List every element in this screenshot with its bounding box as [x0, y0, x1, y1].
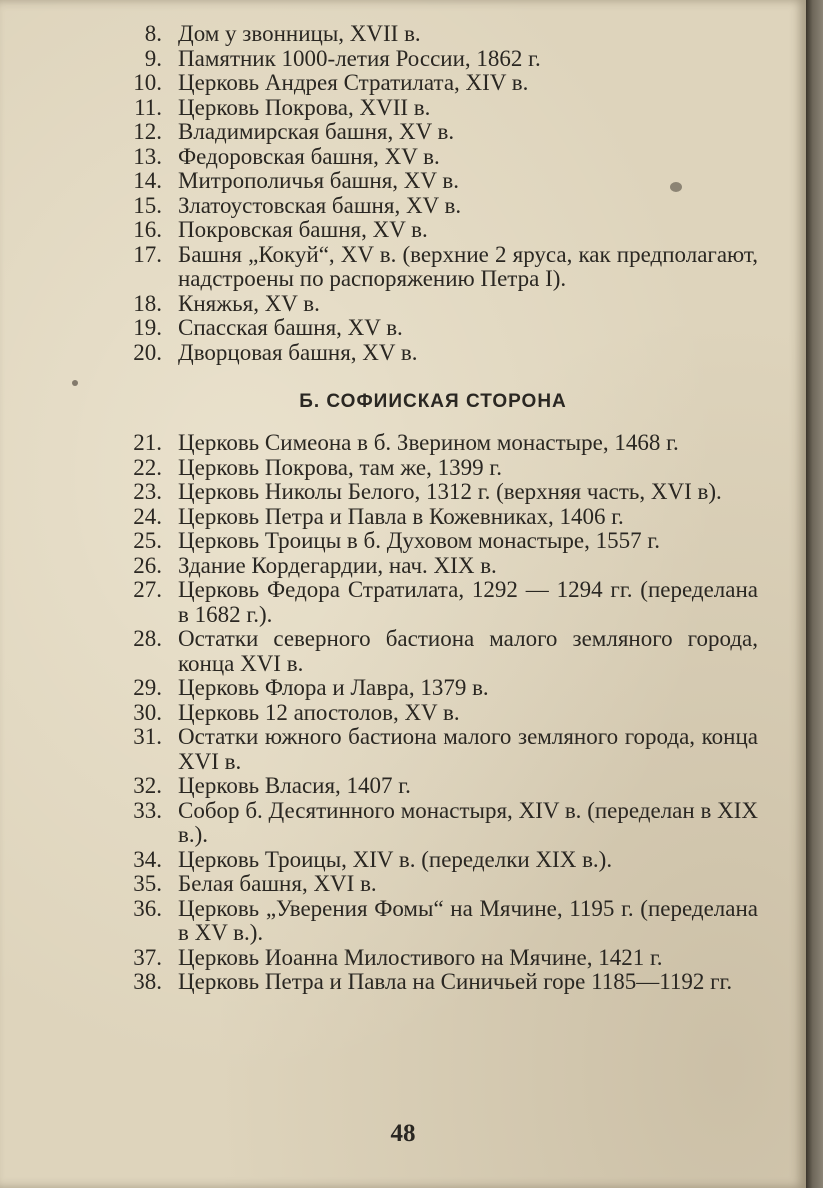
- item-number: 10.: [133, 70, 162, 95]
- book-spine: [806, 0, 823, 1188]
- item-text: Дом у звонницы, XVII в.: [178, 21, 421, 46]
- item-number: 38.: [133, 969, 162, 994]
- item-number: 13.: [133, 143, 162, 169]
- item-text: Владимирская башня, XV в.: [178, 119, 455, 144]
- list-item: [0, 71, 806, 96]
- item-text: Дворцовая башня, XV в.: [178, 339, 418, 365]
- item-number: 28.: [133, 626, 162, 651]
- list-item: [0, 341, 806, 366]
- item-number: 9.: [144, 45, 162, 71]
- list-item: [0, 120, 806, 145]
- item-text: Церковь Петра и Павла в Кожевниках, 1406 г.: [178, 503, 624, 529]
- item-text: Церковь Покрова, там же, 1399 г.: [178, 454, 502, 480]
- list-item: [0, 456, 806, 481]
- item-text: Белая башня, XVI в.: [178, 871, 377, 896]
- item-number: 18.: [133, 290, 162, 316]
- list-item: [0, 292, 806, 317]
- list-item: [0, 96, 806, 121]
- item-text: Памятник 1000-летия России, 1862 г.: [178, 45, 541, 71]
- item-number: 36.: [133, 895, 162, 921]
- list-item: [0, 169, 806, 194]
- item-text: Здание Кордегардии, нач. XIX в.: [178, 552, 497, 578]
- item-text: Башня „Кокуй“, XV в. (верхние 2 яруса, как предполагают, надстроены по распоряжению Петра I).: [178, 241, 758, 291]
- item-number: 24.: [133, 503, 162, 529]
- list-item: [0, 627, 806, 676]
- list-item: [0, 529, 806, 554]
- item-number: 31.: [133, 724, 162, 749]
- item-number: 37.: [133, 944, 162, 970]
- list-item: [0, 145, 806, 170]
- item-text: Церковь Флора и Лавра, 1379 в.: [178, 675, 489, 700]
- section-title: Б. СОФИИСКАЯ СТОРОНА: [299, 391, 567, 412]
- entry-list: [0, 22, 806, 995]
- item-number: 19.: [133, 315, 162, 340]
- list-item: [0, 848, 806, 873]
- item-text: Собор б. Десятинного монастыря, XIV в. (переделан в XIX в.).: [178, 797, 758, 847]
- item-text: Церковь Андрея Стратилата, XIV в.: [178, 70, 529, 95]
- item-number: 34.: [133, 846, 162, 872]
- item-text: Церковь Троицы, XIV в. (переделки XIX в.).: [178, 846, 613, 872]
- list-item: [0, 218, 806, 243]
- item-number: 23.: [133, 479, 162, 504]
- page-number: 48: [390, 1120, 416, 1147]
- list-item: [0, 194, 806, 219]
- item-number: 12.: [133, 119, 162, 144]
- list-item: [0, 872, 806, 897]
- item-number: 14.: [133, 168, 162, 193]
- list-item: [0, 946, 806, 971]
- item-number: 30.: [133, 699, 162, 725]
- item-number: 35.: [133, 871, 162, 896]
- list-item: [0, 47, 806, 72]
- item-number: 29.: [133, 675, 162, 700]
- item-number: 16.: [133, 217, 162, 242]
- list-item: [0, 554, 806, 579]
- list-item: [0, 431, 806, 456]
- item-text: Церковь Федора Стратилата, 1292 — 1294 гг. (переделана в 1682 г.).: [178, 577, 758, 627]
- item-text: Спасская башня, XV в.: [178, 315, 403, 340]
- item-text: Церковь Покрова, XVII в.: [178, 94, 431, 120]
- list-item: [0, 480, 806, 505]
- item-number: 26.: [133, 552, 162, 578]
- list-item: [0, 970, 806, 995]
- item-number: 27.: [133, 577, 162, 602]
- item-text: Церковь „Уверения Фомы“ на Мячине, 1195 г. (переделана в XV в.).: [178, 895, 758, 945]
- item-text: Федоровская башня, XV в.: [178, 143, 440, 169]
- list-item: [0, 676, 806, 701]
- list-item: [0, 243, 806, 292]
- item-number: 17.: [133, 241, 162, 267]
- item-text: Церковь Николы Белого, 1312 г. (верхняя часть, XVI в).: [178, 479, 722, 504]
- item-number: 15.: [133, 192, 162, 218]
- list-item: [0, 22, 806, 47]
- item-text: Покровская башня, XV в.: [178, 217, 428, 242]
- list-item: [0, 701, 806, 726]
- item-number: 11.: [134, 94, 162, 120]
- list-item: [0, 774, 806, 799]
- item-text: Митрополичья башня, XV в.: [178, 168, 459, 193]
- item-text: Княжья, XV в.: [178, 290, 320, 316]
- item-text: Церковь Троицы в б. Духовом монастыре, 1557 г.: [178, 528, 660, 553]
- list-item: [0, 897, 806, 946]
- item-text: Церковь Симеона в б. Зверином монастыре, 1468 г.: [178, 430, 679, 455]
- list-item: [0, 316, 806, 341]
- list-item: [0, 578, 806, 627]
- item-text: Церковь Иоанна Милостивого на Мячине, 1421 г.: [178, 944, 663, 970]
- item-number: 20.: [133, 339, 162, 365]
- item-number: 21.: [133, 430, 162, 455]
- item-number: 33.: [133, 797, 162, 823]
- item-text: Остатки северного бастиона малого земляного города, конца XVI в.: [178, 626, 758, 676]
- item-number: 22.: [133, 454, 162, 480]
- list-item: [0, 725, 806, 774]
- item-number: 32.: [133, 773, 162, 798]
- section-b-list: [0, 431, 806, 995]
- item-text: Остатки южного бастиона малого земляного города, конца XVI в.: [178, 724, 758, 774]
- list-item: [0, 799, 806, 848]
- item-text: Церковь Петра и Павла на Синичьей горе 1185—1192 гг.: [178, 969, 733, 994]
- item-text: Церковь 12 апостолов, XV в.: [178, 699, 460, 725]
- list-item: [0, 505, 806, 530]
- item-number: 25.: [133, 528, 162, 553]
- item-text: Церковь Власия, 1407 г.: [178, 773, 411, 798]
- section-a-list: [0, 22, 806, 365]
- item-number: 8.: [144, 21, 162, 46]
- item-text: Златоустовская башня, XV в.: [178, 192, 462, 218]
